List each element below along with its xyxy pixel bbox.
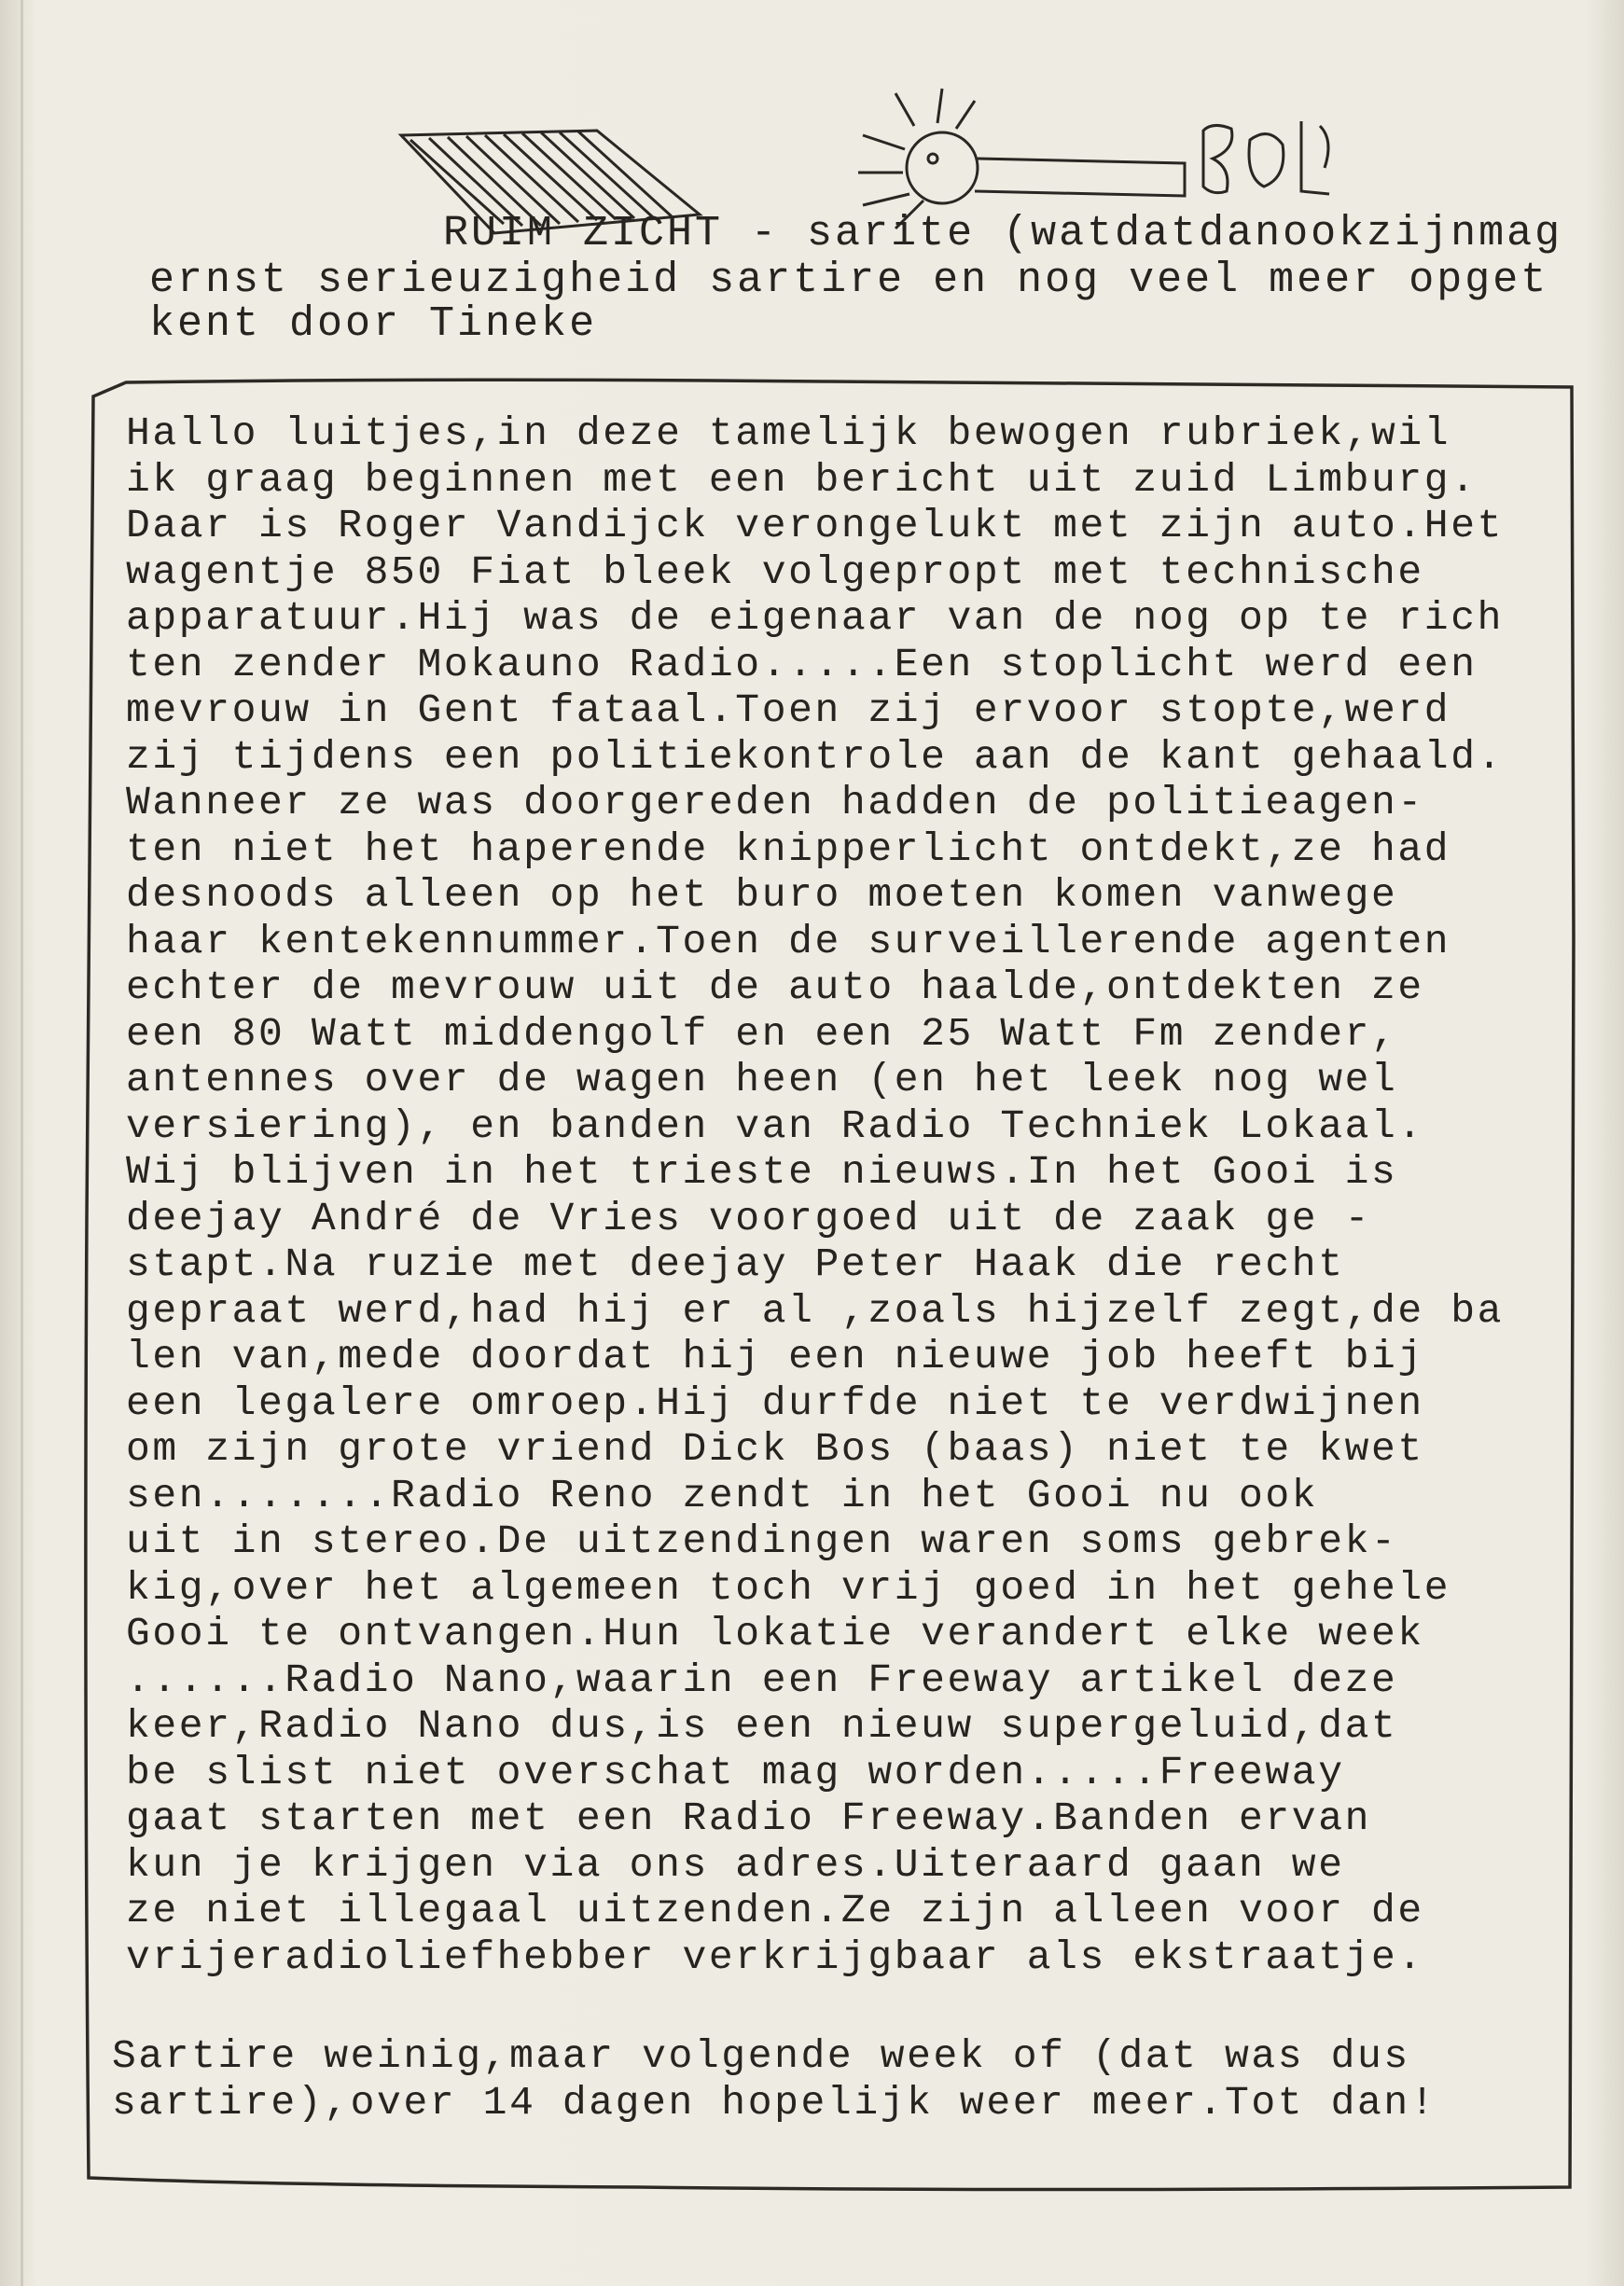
article-body	[126, 410, 1581, 1980]
body-line: antennes over de wagen heen (en het leek nog wel	[126, 1057, 1398, 1102]
body-line: zij tijdens een politiekontrole aan de kant gehaald.	[126, 733, 1505, 780]
body-line: gaat starten met een Radio Freeway.Banden ervan	[126, 1795, 1371, 1841]
closing-paragraph	[112, 2033, 1437, 2127]
body-line: om zijn grote vriend Dick Bos (baas) niet te kwet	[126, 1426, 1424, 1472]
body-line: echter de mevrouw uit de auto haalde,ontdekten ze	[126, 964, 1424, 1010]
header-title-line: RUIM ZICHT - sarite (watdatdanookzijnmag	[443, 210, 1563, 257]
body-line: be slist niet overschat mag worden.....Freeway	[126, 1749, 1345, 1795]
body-line: len van,mede doordat hij een nieuwe job heeft bij	[126, 1334, 1424, 1379]
body-line: sen.......Radio Reno zendt in het Gooi nu ook	[126, 1472, 1319, 1518]
body-line: ik graag beginnen met een bericht uit zuid Limburg.	[126, 456, 1478, 503]
body-line: ze niet illegaal uitzenden.Ze zijn alleen voor de	[126, 1888, 1424, 1933]
body-line: stapt.Na ruzie met deejay Peter Haak die recht	[126, 1241, 1345, 1287]
body-line: kun je krijgen via ons adres.Uiteraard gaan we	[126, 1841, 1345, 1888]
closing-line: sartire),over 14 dagen hopelijk weer meer.Tot dan!	[112, 2080, 1437, 2126]
body-line: Gooi te ontvangen.Hun lokatie verandert elke week	[126, 1611, 1424, 1656]
body-line: desnoods alleen op het buro moeten komen vanwege	[126, 872, 1398, 918]
body-line: wagentje 850 Fiat bleek volgepropt met technische	[126, 548, 1424, 595]
page-fold-edge	[21, 0, 23, 2286]
header-credit-line: kent door Tineke	[149, 300, 598, 348]
body-line: een 80 Watt middengolf en een 25 Watt Fm zender,	[126, 1010, 1398, 1057]
body-line: Wij blijven in het trieste nieuws.In het Gooi is	[126, 1149, 1398, 1195]
body-line: vrijeradioliefhebber verkrijgbaar als ekstraatje.	[126, 1933, 1424, 1980]
body-line: deejay André de Vries voorgoed uit de zaak ge -	[126, 1195, 1371, 1241]
body-line: Daar is Roger Vandijck verongelukt met zijn auto.Het	[126, 503, 1505, 548]
body-line: Hallo luitjes,in deze tamelijk bewogen rubriek,wil	[126, 410, 1451, 456]
body-line: ......Radio Nano,waarin een Freeway artikel deze	[126, 1656, 1398, 1703]
body-line: kig,over het algemeen toch vrij goed in het gehele	[126, 1564, 1451, 1611]
body-line: haar kentekennummer.Toen de surveillerende agenten	[126, 918, 1451, 964]
body-line: gepraat werd,had hij er al ,zoals hijzelf zegt,de ba	[126, 1287, 1505, 1334]
body-line: ten zender Mokauno Radio.....Een stoplicht werd een	[126, 641, 1478, 687]
header-subtitle-line: ernst serieuzigheid sartire en nog veel meer opget	[149, 256, 1549, 304]
body-line: een legalere omroep.Hij durfde niet te verdwijnen	[126, 1379, 1424, 1426]
closing-line: Sartire weinig,maar volgende week of (dat was dus	[112, 2033, 1410, 2079]
body-line: versiering), en banden van Radio Techniek Lokaal.	[126, 1102, 1424, 1149]
body-line: ten niet het haperende knipperlicht ontdekt,ze had	[126, 825, 1451, 872]
body-line: keer,Radio Nano dus,is een nieuw supergeluid,dat	[126, 1703, 1398, 1749]
body-line: mevrouw in Gent fataal.Toen zij ervoor stopte,werd	[126, 687, 1451, 733]
body-line: Wanneer ze was doorgereden hadden de politieagen-	[126, 780, 1424, 825]
body-line: uit in stereo.De uitzendingen waren soms gebrek-	[126, 1518, 1398, 1564]
body-line: apparatuur.Hij was de eigenaar van de nog op te rich	[126, 595, 1505, 641]
